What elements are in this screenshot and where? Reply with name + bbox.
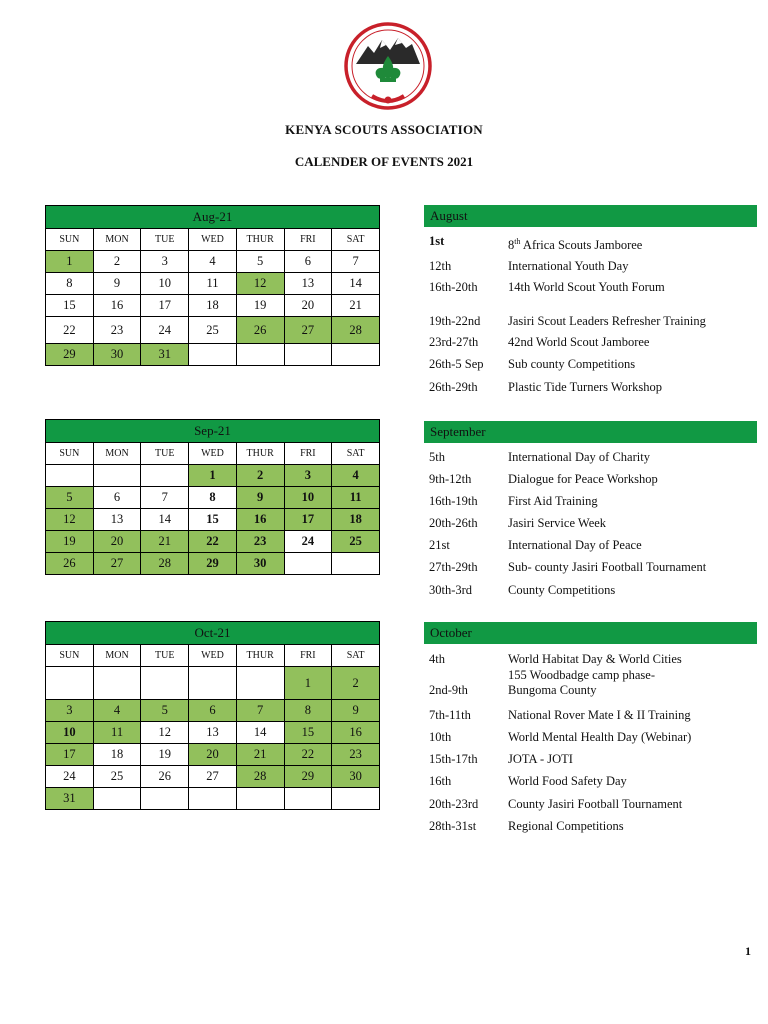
event-date: 2nd-9th bbox=[429, 683, 468, 697]
event-title-text: World Food Safety Day bbox=[508, 774, 627, 788]
calendar-day-cell: 31 bbox=[46, 788, 94, 810]
calendar-day-cell: 24 bbox=[284, 531, 332, 553]
calendar-day-cell: 24 bbox=[46, 766, 94, 788]
calendar-day-cell: 10 bbox=[141, 273, 189, 295]
calendar-day-cell: 6 bbox=[93, 487, 141, 509]
calendar-day-cell: 28 bbox=[332, 317, 380, 344]
calendar-day-cell: 7 bbox=[236, 700, 284, 722]
calendar-day-cell: 12 bbox=[236, 273, 284, 295]
calendar-day-cell: 1 bbox=[46, 251, 94, 273]
calendar-day-cell: 9 bbox=[332, 700, 380, 722]
day-name-header: SUN bbox=[46, 443, 94, 465]
calendar-day-cell: 21 bbox=[332, 295, 380, 317]
event-title-text: JOTA - JOTI bbox=[508, 752, 573, 766]
event-title bbox=[508, 380, 758, 395]
calendar-day-cell: 26 bbox=[236, 317, 284, 344]
events-september bbox=[424, 421, 757, 606]
event-date: 12th bbox=[429, 259, 452, 273]
calendar-day-cell: 3 bbox=[46, 700, 94, 722]
calendar-september bbox=[45, 419, 380, 575]
event-title-text: World Mental Health Day (Webinar) bbox=[508, 730, 692, 744]
calendar-day-cell: 29 bbox=[46, 344, 94, 366]
event-date: 9th-12th bbox=[429, 472, 472, 486]
calendar-day-cell bbox=[141, 465, 189, 487]
calendar-day-cell bbox=[189, 344, 237, 366]
calendar-day-cell: 15 bbox=[46, 295, 94, 317]
events-month-header: September bbox=[424, 421, 757, 443]
calendar-day-cell: 10 bbox=[284, 487, 332, 509]
event-title bbox=[508, 259, 758, 274]
calendar-day-cell: 20 bbox=[189, 744, 237, 766]
event-date: 26th-29th bbox=[429, 380, 478, 394]
event-title bbox=[508, 730, 758, 745]
calendar-day-cell: 7 bbox=[332, 251, 380, 273]
event-title bbox=[508, 538, 758, 553]
calendar-day-cell: 29 bbox=[284, 766, 332, 788]
calendar-day-cell bbox=[332, 788, 380, 810]
day-name-header: SAT bbox=[332, 443, 380, 465]
calendar-day-cell: 23 bbox=[236, 531, 284, 553]
calendar-day-cell: 30 bbox=[93, 344, 141, 366]
day-name-header: TUE bbox=[141, 229, 189, 251]
event-title-text: First Aid Training bbox=[508, 494, 598, 508]
calendar-day-cell: 19 bbox=[236, 295, 284, 317]
event-date: 30th-3rd bbox=[429, 583, 473, 597]
day-name-header: TUE bbox=[141, 443, 189, 465]
event-title bbox=[508, 583, 758, 598]
event-title bbox=[508, 234, 758, 253]
calendar-day-cell: 26 bbox=[46, 553, 94, 575]
calendar-day-cell: 12 bbox=[141, 722, 189, 744]
day-name-header: FRI bbox=[284, 229, 332, 251]
event-date: 20th-23rd bbox=[429, 797, 479, 811]
calendar-day-cell: 16 bbox=[332, 722, 380, 744]
calendar-day-cell: 15 bbox=[284, 722, 332, 744]
calendar-day-cell: 25 bbox=[332, 531, 380, 553]
calendar-day-cell: 18 bbox=[189, 295, 237, 317]
calendar-day-cell: 5 bbox=[141, 700, 189, 722]
calendar-day-cell bbox=[236, 667, 284, 700]
event-date: 1st bbox=[429, 234, 445, 248]
calendar-day-cell: 21 bbox=[141, 531, 189, 553]
calendar-day-cell bbox=[93, 788, 141, 810]
event-date: 23rd-27th bbox=[429, 335, 479, 349]
event-title bbox=[508, 450, 758, 465]
calendar-day-cell: 29 bbox=[189, 553, 237, 575]
event-title-text: Bungoma County bbox=[508, 683, 597, 697]
calendar-day-cell: 28 bbox=[141, 553, 189, 575]
calendar-day-cell bbox=[284, 788, 332, 810]
event-title-text: National Rover Mate I & II Training bbox=[508, 708, 691, 722]
event-date: 26th-5 Sep bbox=[429, 357, 484, 371]
calendar-day-cell bbox=[189, 667, 237, 700]
calendar-day-cell: 20 bbox=[284, 295, 332, 317]
day-name-header: WED bbox=[189, 443, 237, 465]
calendar-day-cell bbox=[46, 465, 94, 487]
calendar-day-cell: 23 bbox=[332, 744, 380, 766]
calendar-day-cell: 22 bbox=[284, 744, 332, 766]
calendar-month-title: Oct-21 bbox=[46, 622, 380, 645]
day-name-header: SAT bbox=[332, 645, 380, 667]
event-title-text: International Day of Peace bbox=[508, 538, 642, 552]
event-date: 16th-19th bbox=[429, 494, 478, 508]
calendar-day-cell: 26 bbox=[141, 766, 189, 788]
event-date: 16th bbox=[429, 774, 452, 788]
calendar-day-cell: 8 bbox=[284, 700, 332, 722]
calendar-august bbox=[45, 205, 380, 366]
calendar-day-cell: 2 bbox=[332, 667, 380, 700]
event-title bbox=[508, 774, 758, 789]
calendar-day-cell: 9 bbox=[236, 487, 284, 509]
event-title-text: International Day of Charity bbox=[508, 450, 650, 464]
events-month-header: August bbox=[424, 205, 757, 227]
event-title bbox=[508, 752, 758, 767]
calendar-october bbox=[45, 621, 380, 810]
event-date: 21st bbox=[429, 538, 450, 552]
organization-name: KENYA SCOUTS ASSOCIATION bbox=[285, 122, 483, 137]
calendar-day-cell: 13 bbox=[189, 722, 237, 744]
calendar-day-cell: 27 bbox=[93, 553, 141, 575]
calendar-day-cell: 30 bbox=[332, 766, 380, 788]
event-title-text: International Youth Day bbox=[508, 259, 629, 273]
day-name-header: SUN bbox=[46, 645, 94, 667]
day-name-header: MON bbox=[93, 229, 141, 251]
event-title bbox=[508, 797, 758, 812]
calendar-day-cell: 4 bbox=[189, 251, 237, 273]
calendar-day-cell: 4 bbox=[93, 700, 141, 722]
calendar-day-cell: 5 bbox=[46, 487, 94, 509]
calendar-day-cell bbox=[332, 553, 380, 575]
day-name-header: THUR bbox=[236, 443, 284, 465]
event-title-text: Dialogue for Peace Workshop bbox=[508, 472, 658, 486]
calendar-day-cell: 12 bbox=[46, 509, 94, 531]
calendar-day-cell: 16 bbox=[93, 295, 141, 317]
calendar-day-cell bbox=[141, 667, 189, 700]
calendar-day-cell: 27 bbox=[189, 766, 237, 788]
day-name-header: SAT bbox=[332, 229, 380, 251]
event-title bbox=[508, 652, 758, 667]
event-date: 7th-11th bbox=[429, 708, 471, 722]
event-date: 16th-20th bbox=[429, 280, 478, 294]
event-title-text: County Competitions bbox=[508, 583, 616, 597]
event-title-text: County Jasiri Football Tournament bbox=[508, 797, 683, 811]
event-title bbox=[508, 280, 758, 295]
calendar-day-cell: 17 bbox=[46, 744, 94, 766]
event-title bbox=[508, 314, 758, 329]
calendar-day-cell: 14 bbox=[332, 273, 380, 295]
calendar-day-cell: 23 bbox=[93, 317, 141, 344]
calendar-day-cell: 21 bbox=[236, 744, 284, 766]
calendar-day-cell: 18 bbox=[93, 744, 141, 766]
event-date: 10th bbox=[429, 730, 452, 744]
calendar-day-cell: 3 bbox=[141, 251, 189, 273]
event-title bbox=[508, 494, 758, 509]
event-title-text: Sub- county Jasiri Football Tournament bbox=[508, 560, 707, 574]
day-name-header: MON bbox=[93, 443, 141, 465]
page-number: 1 bbox=[745, 944, 751, 958]
calendar-day-cell: 7 bbox=[141, 487, 189, 509]
event-title bbox=[508, 708, 758, 723]
calendar-day-cell bbox=[141, 788, 189, 810]
calendar-day-cell bbox=[332, 344, 380, 366]
calendar-day-cell: 13 bbox=[93, 509, 141, 531]
event-ordinal-suffix: th bbox=[514, 237, 521, 246]
event-title bbox=[508, 472, 758, 487]
events-month-header: October bbox=[424, 622, 757, 644]
calendar-day-cell: 1 bbox=[189, 465, 237, 487]
day-name-header: WED bbox=[189, 229, 237, 251]
event-title-text: World Habitat Day & World Cities bbox=[508, 652, 682, 666]
event-title bbox=[508, 668, 758, 683]
calendar-day-cell: 24 bbox=[141, 317, 189, 344]
calendar-day-cell: 5 bbox=[236, 251, 284, 273]
event-title-text: Jasiri Service Week bbox=[508, 516, 607, 530]
calendar-day-cell: 9 bbox=[93, 273, 141, 295]
calendar-day-cell: 6 bbox=[284, 251, 332, 273]
calendar-day-cell: 22 bbox=[189, 531, 237, 553]
event-title bbox=[508, 819, 758, 834]
calendar-day-cell: 18 bbox=[332, 509, 380, 531]
event-title-text: 14th World Scout Youth Forum bbox=[508, 280, 665, 294]
calendar-month-title: Aug-21 bbox=[46, 206, 380, 229]
calendar-day-cell bbox=[236, 788, 284, 810]
event-date: 27th-29th bbox=[429, 560, 478, 574]
calendar-day-cell: 19 bbox=[46, 531, 94, 553]
events-october bbox=[424, 622, 757, 847]
calendar-day-cell bbox=[284, 553, 332, 575]
event-title-text: Regional Competitions bbox=[508, 819, 624, 833]
calendar-day-cell: 10 bbox=[46, 722, 94, 744]
event-title bbox=[508, 357, 758, 372]
calendar-day-cell: 27 bbox=[284, 317, 332, 344]
calendar-day-cell: 8 bbox=[46, 273, 94, 295]
event-date: 15th-17th bbox=[429, 752, 478, 766]
calendar-day-cell: 11 bbox=[189, 273, 237, 295]
day-name-header: SUN bbox=[46, 229, 94, 251]
calendar-day-cell: 4 bbox=[332, 465, 380, 487]
calendar-day-cell: 3 bbox=[284, 465, 332, 487]
calendar-day-cell: 25 bbox=[189, 317, 237, 344]
calendar-day-cell: 20 bbox=[93, 531, 141, 553]
event-title bbox=[508, 335, 758, 350]
calendar-day-cell: 2 bbox=[93, 251, 141, 273]
document-title: CALENDER OF EVENTS 2021 bbox=[294, 154, 474, 169]
calendar-day-cell: 19 bbox=[141, 744, 189, 766]
calendar-day-cell: 17 bbox=[141, 295, 189, 317]
calendar-day-cell: 11 bbox=[93, 722, 141, 744]
calendar-day-cell bbox=[284, 344, 332, 366]
event-ordinal: 8 bbox=[508, 238, 515, 253]
events-august bbox=[424, 205, 757, 405]
calendar-day-cell bbox=[189, 788, 237, 810]
calendar-day-cell: 25 bbox=[93, 766, 141, 788]
event-title bbox=[508, 560, 758, 575]
day-name-header: WED bbox=[189, 645, 237, 667]
calendar-day-cell: 2 bbox=[236, 465, 284, 487]
calendar-day-cell bbox=[236, 344, 284, 366]
calendar-day-cell: 31 bbox=[141, 344, 189, 366]
event-title-text: Sub county Competitions bbox=[508, 357, 636, 371]
calendar-day-cell: 14 bbox=[236, 722, 284, 744]
calendar-day-cell: 14 bbox=[141, 509, 189, 531]
calendar-day-cell: 15 bbox=[189, 509, 237, 531]
event-title-text: 42nd World Scout Jamboree bbox=[508, 335, 650, 349]
event-date: 28th-31st bbox=[429, 819, 477, 833]
calendar-day-cell: 6 bbox=[189, 700, 237, 722]
day-name-header: THUR bbox=[236, 229, 284, 251]
event-title-text: Plastic Tide Turners Workshop bbox=[508, 380, 663, 394]
day-name-header: MON bbox=[93, 645, 141, 667]
event-date: 5th bbox=[429, 450, 445, 464]
day-name-header: THUR bbox=[236, 645, 284, 667]
event-date: 19th-22nd bbox=[429, 314, 481, 328]
event-date: 20th-26th bbox=[429, 516, 478, 530]
calendar-day-cell: 16 bbox=[236, 509, 284, 531]
calendar-day-cell bbox=[93, 465, 141, 487]
day-name-header: FRI bbox=[284, 443, 332, 465]
calendar-day-cell: 22 bbox=[46, 317, 94, 344]
calendar-day-cell: 11 bbox=[332, 487, 380, 509]
calendar-day-cell bbox=[93, 667, 141, 700]
calendar-day-cell: 17 bbox=[284, 509, 332, 531]
event-title-text: 155 Woodbadge camp phase- bbox=[508, 668, 655, 682]
event-date: 4th bbox=[429, 652, 445, 666]
event-title-text: Africa Scouts Jamboree bbox=[520, 238, 643, 253]
event-title-text: Jasiri Scout Leaders Refresher Training bbox=[508, 314, 706, 328]
calendar-day-cell: 30 bbox=[236, 553, 284, 575]
calendar-day-cell: 28 bbox=[236, 766, 284, 788]
day-name-header: FRI bbox=[284, 645, 332, 667]
event-title bbox=[508, 683, 758, 698]
calendar-day-cell: 1 bbox=[284, 667, 332, 700]
calendar-day-cell: 13 bbox=[284, 273, 332, 295]
calendar-day-cell bbox=[46, 667, 94, 700]
calendar-month-title: Sep-21 bbox=[46, 420, 380, 443]
event-title bbox=[508, 516, 758, 531]
kenya-scouts-logo bbox=[342, 20, 434, 112]
calendar-day-cell: 8 bbox=[189, 487, 237, 509]
day-name-header: TUE bbox=[141, 645, 189, 667]
